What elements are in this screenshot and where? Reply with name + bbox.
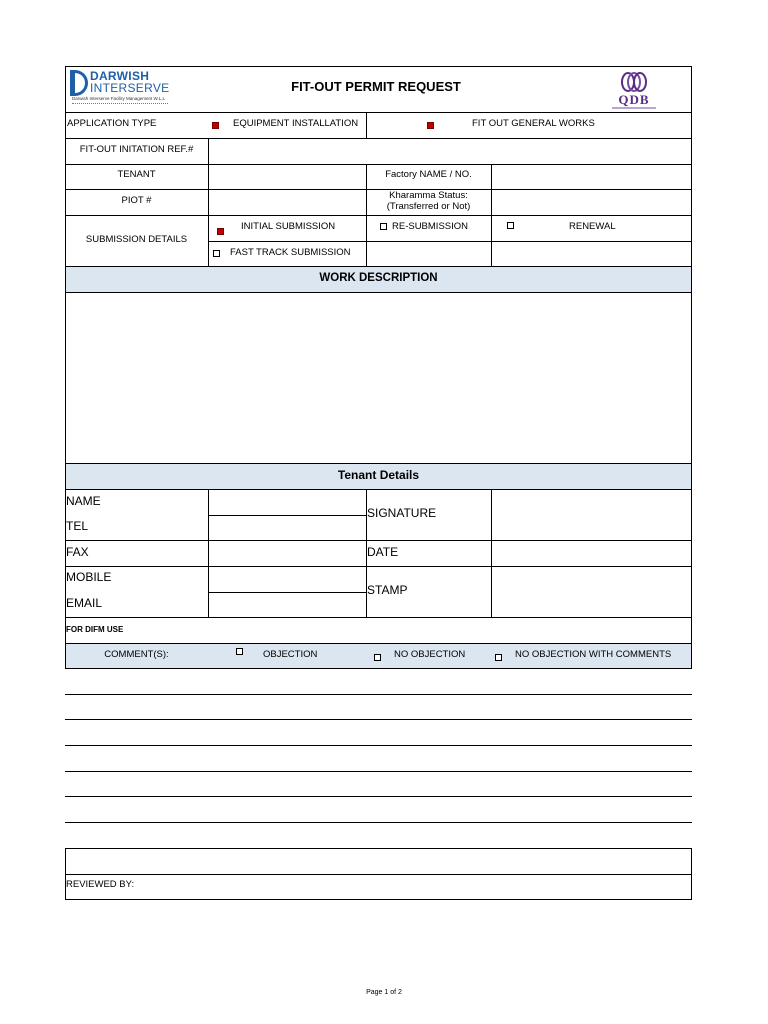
renewal-label: RENEWAL bbox=[569, 221, 616, 232]
objection-checkbox[interactable] bbox=[236, 648, 243, 655]
comment-line[interactable] bbox=[65, 694, 692, 695]
re-submission-label: RE-SUBMISSION bbox=[392, 221, 469, 232]
comment-line[interactable] bbox=[65, 745, 692, 746]
piot-input[interactable] bbox=[209, 190, 366, 215]
difm-use-label: FOR DIFM USE bbox=[66, 625, 124, 634]
comment-line[interactable] bbox=[65, 771, 692, 772]
work-description-heading: WORK DESCRIPTION bbox=[319, 272, 438, 284]
factory-label: Factory NAME / NO. bbox=[385, 169, 472, 180]
no-objection-checkbox[interactable] bbox=[374, 654, 381, 661]
name-input[interactable] bbox=[209, 490, 366, 515]
piot-label: PIOT # bbox=[121, 195, 152, 206]
tenant-details-heading: Tenant Details bbox=[337, 468, 420, 482]
stamp-label: STAMP bbox=[367, 583, 408, 597]
darwish-interserve-logo: DARWISH INTERSERVE Darwish Interserve Facility Management W.L.L bbox=[70, 68, 180, 110]
page-number: Page 1 of 2 bbox=[366, 989, 402, 996]
no-objection-label: NO OBJECTION bbox=[394, 649, 466, 660]
mobile-input[interactable] bbox=[209, 567, 366, 592]
qdb-logo: QDB bbox=[606, 70, 662, 110]
kharamma-status-input[interactable] bbox=[492, 190, 691, 215]
initial-submission-label: INITIAL SUBMISSION bbox=[241, 221, 336, 232]
fax-label: FAX bbox=[66, 545, 89, 559]
email-label: EMAIL bbox=[66, 596, 103, 610]
no-objection-with-comments-checkbox[interactable] bbox=[495, 654, 502, 661]
signature-field[interactable] bbox=[492, 490, 691, 540]
review-notes-field[interactable] bbox=[66, 849, 691, 874]
date-input[interactable] bbox=[492, 541, 691, 566]
re-submission-checkbox[interactable] bbox=[380, 223, 387, 230]
comment-line[interactable] bbox=[65, 719, 692, 720]
renewal-checkbox[interactable] bbox=[507, 222, 514, 229]
page-title: FIT-OUT PERMIT REQUEST bbox=[291, 79, 461, 94]
comments-label: COMMENT(S): bbox=[104, 649, 169, 660]
submission-details-label: SUBMISSION DETAILS bbox=[85, 234, 188, 245]
fit-out-general-works-label: FIT OUT GENERAL WORKS bbox=[472, 118, 595, 129]
stamp-field[interactable] bbox=[492, 567, 691, 617]
tel-label: TEL bbox=[66, 519, 89, 533]
equipment-installation-label: EQUIPMENT INSTALLATION bbox=[233, 118, 359, 129]
signature-label: SIGNATURE bbox=[367, 506, 437, 520]
reviewed-by-label: REVIEWED BY: bbox=[66, 879, 135, 890]
fax-input[interactable] bbox=[209, 541, 366, 566]
factory-input[interactable] bbox=[492, 165, 691, 189]
kharamma-status-label: Kharamma Status: (Transferred or Not) bbox=[386, 190, 471, 212]
email-input[interactable] bbox=[209, 593, 366, 617]
equipment-installation-checkbox[interactable] bbox=[212, 122, 219, 129]
application-type-label: APPLICATION TYPE bbox=[67, 118, 157, 129]
ref-input[interactable] bbox=[209, 139, 691, 164]
fit-out-general-works-checkbox[interactable] bbox=[427, 122, 434, 129]
initial-submission-checkbox[interactable] bbox=[217, 228, 224, 235]
tenant-input[interactable] bbox=[209, 165, 366, 189]
tel-input[interactable] bbox=[209, 516, 366, 540]
work-description-textarea[interactable] bbox=[66, 293, 691, 463]
no-objection-with-comments-label: NO OBJECTION WITH COMMENTS bbox=[515, 649, 672, 660]
name-label: NAME bbox=[66, 494, 101, 508]
date-label: DATE bbox=[367, 545, 399, 559]
mobile-label: MOBILE bbox=[66, 570, 112, 584]
tenant-label: TENANT bbox=[117, 169, 156, 180]
fast-track-checkbox[interactable] bbox=[213, 250, 220, 257]
qdb-emblem-icon bbox=[606, 70, 662, 94]
ref-label: FIT-OUT INITATION REF.# bbox=[79, 144, 194, 155]
objection-label: OBJECTION bbox=[263, 649, 318, 660]
comment-line[interactable] bbox=[65, 796, 692, 797]
fast-track-label: FAST TRACK SUBMISSION bbox=[230, 247, 351, 258]
comment-line[interactable] bbox=[65, 822, 692, 823]
